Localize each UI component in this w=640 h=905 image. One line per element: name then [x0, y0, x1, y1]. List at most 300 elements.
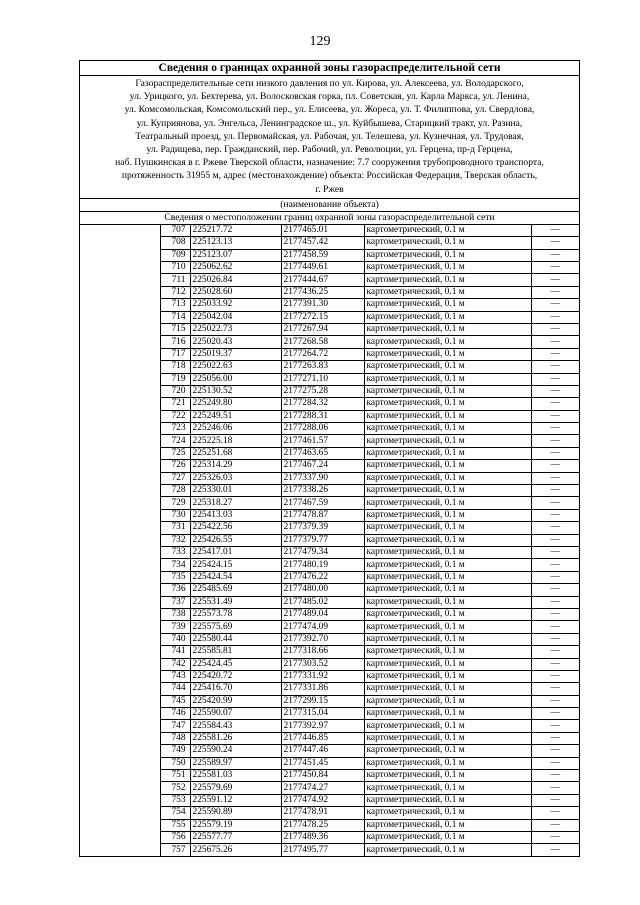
- point-number: 738: [160, 608, 190, 620]
- coord-x: 225123.13: [190, 237, 281, 249]
- coord-x: 225416.70: [190, 683, 281, 695]
- table-row: [80, 522, 579, 534]
- coord-x: 225485.69: [190, 584, 281, 596]
- table-row: [80, 348, 579, 360]
- row-margin: [80, 534, 160, 546]
- point-number: 755: [160, 819, 190, 831]
- table-row: [80, 299, 579, 311]
- point-number: 756: [160, 831, 190, 843]
- table-row: [80, 509, 579, 521]
- point-number: 746: [160, 708, 190, 720]
- point-number: 751: [160, 770, 190, 782]
- coord-y: 2177485.02: [281, 596, 364, 608]
- coord-x: 225420.99: [190, 695, 281, 707]
- row-margin: [80, 546, 160, 558]
- coord-x: 225033.92: [190, 299, 281, 311]
- method: картометрический, 0.1 м: [364, 534, 531, 546]
- coord-x: 225062.62: [190, 262, 281, 274]
- method: картометрический, 0.1 м: [364, 485, 531, 497]
- coord-y: 2177451.45: [281, 757, 364, 769]
- dash: —: [531, 262, 579, 274]
- table-row: [80, 831, 579, 843]
- point-number: 713: [160, 299, 190, 311]
- coord-y: 2177267.94: [281, 323, 364, 335]
- method: картометрический, 0.1 м: [364, 460, 531, 472]
- row-margin: [80, 633, 160, 645]
- dash: —: [531, 249, 579, 261]
- coord-x: 225249.51: [190, 410, 281, 422]
- table-row: [80, 621, 579, 633]
- coord-x: 225584.43: [190, 720, 281, 732]
- dash: —: [531, 819, 579, 831]
- table-row: [80, 249, 579, 261]
- point-number: 717: [160, 348, 190, 360]
- row-margin: [80, 646, 160, 658]
- method: картометрический, 0.1 м: [364, 559, 531, 571]
- coord-x: 225251.68: [190, 447, 281, 459]
- method: картометрический, 0.1 м: [364, 522, 531, 534]
- coord-y: 2177476.22: [281, 571, 364, 583]
- method: картометрический, 0.1 м: [364, 708, 531, 720]
- point-number: 708: [160, 237, 190, 249]
- coord-x: 225579.19: [190, 819, 281, 831]
- row-margin: [80, 782, 160, 794]
- point-number: 742: [160, 658, 190, 670]
- dash: —: [531, 683, 579, 695]
- table-row: [80, 596, 579, 608]
- row-margin: [80, 807, 160, 819]
- method: картометрический, 0.1 м: [364, 844, 531, 856]
- row-margin: [80, 262, 160, 274]
- dash: —: [531, 410, 579, 422]
- dash: —: [531, 460, 579, 472]
- dash: —: [531, 311, 579, 323]
- method: картометрический, 0.1 м: [364, 249, 531, 261]
- coord-y: 2177458.59: [281, 249, 364, 261]
- method: картометрический, 0.1 м: [364, 509, 531, 521]
- table-row: [80, 757, 579, 769]
- method: картометрический, 0.1 м: [364, 584, 531, 596]
- coord-x: 225589.97: [190, 757, 281, 769]
- description-line: наб. Пушкинская в г. Ржеве Тверской области, назначение: 7.7 сооружения трубопроводного транспорта,: [115, 157, 544, 169]
- point-number: 749: [160, 745, 190, 757]
- table-row: [80, 608, 579, 620]
- method: картометрический, 0.1 м: [364, 311, 531, 323]
- table-row: [80, 844, 579, 856]
- dash: —: [531, 770, 579, 782]
- coord-x: 225579.69: [190, 782, 281, 794]
- table-row: [80, 770, 579, 782]
- method: картометрический, 0.1 м: [364, 794, 531, 806]
- point-number: 731: [160, 522, 190, 534]
- method: картометрический, 0.1 м: [364, 670, 531, 682]
- point-number: 748: [160, 732, 190, 744]
- coord-y: 2177263.83: [281, 361, 364, 373]
- table-row: [80, 546, 579, 558]
- dash: —: [531, 274, 579, 286]
- dash: —: [531, 385, 579, 397]
- coord-x: 225581.26: [190, 732, 281, 744]
- coord-y: 2177479.34: [281, 546, 364, 558]
- description-line: ул. Комсомольская, Комсомольский пер., ул. Елисеева, ул. Жореса, ул. Т. Филиппова, ул. Свердлова,: [124, 104, 535, 116]
- point-number: 720: [160, 385, 190, 397]
- table-row: [80, 819, 579, 831]
- coord-y: 2177467.24: [281, 460, 364, 472]
- coord-x: 225020.43: [190, 336, 281, 348]
- coord-x: 225026.84: [190, 274, 281, 286]
- row-margin: [80, 770, 160, 782]
- dash: —: [531, 435, 579, 447]
- row-margin: [80, 336, 160, 348]
- row-margin: [80, 274, 160, 286]
- coord-x: 225581.03: [190, 770, 281, 782]
- method: картометрический, 0.1 м: [364, 831, 531, 843]
- coord-x: 225123.07: [190, 249, 281, 261]
- dash: —: [531, 286, 579, 298]
- coord-y: 2177391.30: [281, 299, 364, 311]
- dash: —: [531, 237, 579, 249]
- coord-y: 2177303.52: [281, 658, 364, 670]
- coord-x: 225042.04: [190, 311, 281, 323]
- method: картометрический, 0.1 м: [364, 447, 531, 459]
- coord-y: 2177489.04: [281, 608, 364, 620]
- description-line: ул. Урицкого, ул. Бехтерева, ул. Волосковская горка, пл. Советская, ул. Карла Маркса, ул. Ленина,: [129, 91, 530, 103]
- point-number: 747: [160, 720, 190, 732]
- dash: —: [531, 546, 579, 558]
- method: картометрический, 0.1 м: [364, 225, 531, 237]
- dash: —: [531, 621, 579, 633]
- row-margin: [80, 485, 160, 497]
- point-number: 750: [160, 757, 190, 769]
- row-margin: [80, 695, 160, 707]
- table-row: [80, 410, 579, 422]
- table-row: [80, 695, 579, 707]
- table-row: [80, 720, 579, 732]
- point-number: 728: [160, 485, 190, 497]
- method: картометрический, 0.1 м: [364, 621, 531, 633]
- dash: —: [531, 522, 579, 534]
- coord-y: 2177447.46: [281, 745, 364, 757]
- dash: —: [531, 720, 579, 732]
- point-number: 734: [160, 559, 190, 571]
- method: картометрический, 0.1 м: [364, 745, 531, 757]
- coord-y: 2177450.84: [281, 770, 364, 782]
- row-margin: [80, 410, 160, 422]
- table-row: [80, 633, 579, 645]
- coord-y: 2177449.61: [281, 262, 364, 274]
- point-number: 727: [160, 472, 190, 484]
- table-row: [80, 485, 579, 497]
- table-row: [80, 497, 579, 509]
- row-margin: [80, 608, 160, 620]
- row-margin: [80, 670, 160, 682]
- coord-y: 2177489.36: [281, 831, 364, 843]
- document-frame: [79, 60, 580, 857]
- row-margin: [80, 745, 160, 757]
- point-number: 719: [160, 373, 190, 385]
- method: картометрический, 0.1 м: [364, 720, 531, 732]
- dash: —: [531, 757, 579, 769]
- coord-x: 225426.55: [190, 534, 281, 546]
- table-row: [80, 571, 579, 583]
- coordinates-table: [80, 225, 579, 856]
- method: картометрический, 0.1 м: [364, 683, 531, 695]
- document-title: Сведения о границах охранной зоны газораспределительной сети: [80, 61, 579, 76]
- coord-y: 2177436.25: [281, 286, 364, 298]
- method: картометрический, 0.1 м: [364, 410, 531, 422]
- row-margin: [80, 844, 160, 856]
- dash: —: [531, 423, 579, 435]
- table-row: [80, 460, 579, 472]
- method: картометрический, 0.1 м: [364, 633, 531, 645]
- row-margin: [80, 361, 160, 373]
- point-number: 715: [160, 323, 190, 335]
- dash: —: [531, 336, 579, 348]
- dash: —: [531, 323, 579, 335]
- point-number: 745: [160, 695, 190, 707]
- row-margin: [80, 311, 160, 323]
- coord-x: 225246.06: [190, 423, 281, 435]
- point-number: 741: [160, 646, 190, 658]
- coord-y: 2177467.59: [281, 497, 364, 509]
- coord-y: 2177461.57: [281, 435, 364, 447]
- point-number: 707: [160, 225, 190, 237]
- dash: —: [531, 299, 579, 311]
- coord-x: 225590.24: [190, 745, 281, 757]
- coord-x: 225130.52: [190, 385, 281, 397]
- coord-y: 2177284.32: [281, 398, 364, 410]
- coord-y: 2177474.92: [281, 794, 364, 806]
- dash: —: [531, 658, 579, 670]
- row-margin: [80, 423, 160, 435]
- method: картометрический, 0.1 м: [364, 348, 531, 360]
- dash: —: [531, 831, 579, 843]
- row-margin: [80, 757, 160, 769]
- coord-y: 2177446.85: [281, 732, 364, 744]
- coord-x: 225217.72: [190, 225, 281, 237]
- table-row: [80, 658, 579, 670]
- row-margin: [80, 497, 160, 509]
- table-row: [80, 683, 579, 695]
- point-number: 711: [160, 274, 190, 286]
- coord-y: 2177288.31: [281, 410, 364, 422]
- coord-x: 225531.49: [190, 596, 281, 608]
- dash: —: [531, 447, 579, 459]
- dash: —: [531, 373, 579, 385]
- coord-x: 225580.44: [190, 633, 281, 645]
- coord-y: 2177268.58: [281, 336, 364, 348]
- dash: —: [531, 745, 579, 757]
- point-number: 725: [160, 447, 190, 459]
- row-margin: [80, 447, 160, 459]
- table-row: [80, 385, 579, 397]
- table-row: [80, 782, 579, 794]
- point-number: 744: [160, 683, 190, 695]
- table-row: [80, 732, 579, 744]
- description-line: протяженность 31955 м, адрес (местонахождение) объекта: Российская Федерация, Тверская область,: [121, 170, 538, 182]
- point-number: 726: [160, 460, 190, 472]
- dash: —: [531, 695, 579, 707]
- point-number: 723: [160, 423, 190, 435]
- method: картометрический, 0.1 м: [364, 472, 531, 484]
- point-number: 712: [160, 286, 190, 298]
- method: картометрический, 0.1 м: [364, 373, 531, 385]
- row-margin: [80, 373, 160, 385]
- method: картометрический, 0.1 м: [364, 571, 531, 583]
- coord-y: 2177480.19: [281, 559, 364, 571]
- coord-y: 2177478.91: [281, 807, 364, 819]
- coord-x: 225249.80: [190, 398, 281, 410]
- method: картометрический, 0.1 м: [364, 299, 531, 311]
- table-row: [80, 398, 579, 410]
- table-row: [80, 559, 579, 571]
- coord-x: 225420.72: [190, 670, 281, 682]
- table-row: [80, 373, 579, 385]
- point-number: 721: [160, 398, 190, 410]
- method: картометрический, 0.1 м: [364, 658, 531, 670]
- dash: —: [531, 782, 579, 794]
- coord-y: 2177379.77: [281, 534, 364, 546]
- coord-y: 2177444.67: [281, 274, 364, 286]
- row-margin: [80, 522, 160, 534]
- coord-y: 2177299.15: [281, 695, 364, 707]
- dash: —: [531, 225, 579, 237]
- point-number: 714: [160, 311, 190, 323]
- coord-y: 2177495.77: [281, 844, 364, 856]
- dash: —: [531, 559, 579, 571]
- coord-x: 225413.03: [190, 509, 281, 521]
- point-number: 724: [160, 435, 190, 447]
- table-row: [80, 534, 579, 546]
- method: картометрический, 0.1 м: [364, 286, 531, 298]
- point-number: 752: [160, 782, 190, 794]
- method: картометрический, 0.1 м: [364, 770, 531, 782]
- table-row: [80, 584, 579, 596]
- coord-y: 2177264.72: [281, 348, 364, 360]
- table-row: [80, 262, 579, 274]
- row-margin: [80, 819, 160, 831]
- dash: —: [531, 534, 579, 546]
- method: картометрический, 0.1 м: [364, 398, 531, 410]
- coord-y: 2177271.10: [281, 373, 364, 385]
- method: картометрический, 0.1 м: [364, 423, 531, 435]
- point-number: 710: [160, 262, 190, 274]
- method: картометрический, 0.1 м: [364, 361, 531, 373]
- row-margin: [80, 559, 160, 571]
- method: картометрический, 0.1 м: [364, 435, 531, 447]
- method: картометрический, 0.1 м: [364, 782, 531, 794]
- description-line: г. Ржев: [315, 183, 344, 195]
- dash: —: [531, 844, 579, 856]
- coord-y: 2177272.15: [281, 311, 364, 323]
- table-row: [80, 361, 579, 373]
- coord-y: 2177379.39: [281, 522, 364, 534]
- point-number: 757: [160, 844, 190, 856]
- row-margin: [80, 435, 160, 447]
- coord-y: 2177288.06: [281, 423, 364, 435]
- dash: —: [531, 485, 579, 497]
- method: картометрический, 0.1 м: [364, 695, 531, 707]
- coord-y: 2177474.27: [281, 782, 364, 794]
- point-number: 737: [160, 596, 190, 608]
- row-margin: [80, 621, 160, 633]
- table-row: [80, 807, 579, 819]
- point-number: 740: [160, 633, 190, 645]
- point-number: 736: [160, 584, 190, 596]
- coord-y: 2177465.01: [281, 225, 364, 237]
- table-row: [80, 670, 579, 682]
- dash: —: [531, 794, 579, 806]
- table-row: [80, 794, 579, 806]
- dash: —: [531, 398, 579, 410]
- method: картометрический, 0.1 м: [364, 546, 531, 558]
- table-row: [80, 435, 579, 447]
- dash: —: [531, 732, 579, 744]
- row-margin: [80, 831, 160, 843]
- coord-x: 225424.54: [190, 571, 281, 583]
- method: картометрический, 0.1 м: [364, 757, 531, 769]
- method: картометрический, 0.1 м: [364, 732, 531, 744]
- row-margin: [80, 683, 160, 695]
- dash: —: [531, 509, 579, 521]
- coord-x: 225591.12: [190, 794, 281, 806]
- row-margin: [80, 584, 160, 596]
- table-row: [80, 472, 579, 484]
- row-margin: [80, 732, 160, 744]
- coord-x: 225675.26: [190, 844, 281, 856]
- coord-y: 2177275.28: [281, 385, 364, 397]
- row-margin: [80, 237, 160, 249]
- method: картометрический, 0.1 м: [364, 237, 531, 249]
- coord-y: 2177478.87: [281, 509, 364, 521]
- method: картометрический, 0.1 м: [364, 596, 531, 608]
- row-margin: [80, 398, 160, 410]
- description-line: Театральный проезд, ул. Первомайская, ул. Рабочая, ул. Телешева, ул. Кузнечная, ул. Трудовая,: [135, 130, 524, 142]
- method: картометрический, 0.1 м: [364, 336, 531, 348]
- point-number: 709: [160, 249, 190, 261]
- method: картометрический, 0.1 м: [364, 497, 531, 509]
- coord-x: 225225.18: [190, 435, 281, 447]
- table-row: [80, 708, 579, 720]
- coord-y: 2177457.42: [281, 237, 364, 249]
- row-margin: [80, 460, 160, 472]
- row-margin: [80, 385, 160, 397]
- row-margin: [80, 286, 160, 298]
- coord-x: 225590.07: [190, 708, 281, 720]
- page-number: 129: [309, 34, 331, 49]
- method: картометрический, 0.1 м: [364, 646, 531, 658]
- coord-x: 225330.01: [190, 485, 281, 497]
- row-margin: [80, 299, 160, 311]
- coord-y: 2177392.70: [281, 633, 364, 645]
- row-margin: [80, 225, 160, 237]
- method: картометрический, 0.1 м: [364, 807, 531, 819]
- coord-x: 225424.15: [190, 559, 281, 571]
- table-row: [80, 646, 579, 658]
- coord-x: 225590.89: [190, 807, 281, 819]
- coord-y: 2177463.65: [281, 447, 364, 459]
- dash: —: [531, 708, 579, 720]
- table-row: [80, 274, 579, 286]
- point-number: 729: [160, 497, 190, 509]
- point-number: 718: [160, 361, 190, 373]
- point-number: 743: [160, 670, 190, 682]
- coord-x: 225022.63: [190, 361, 281, 373]
- row-margin: [80, 658, 160, 670]
- point-number: 730: [160, 509, 190, 521]
- coord-x: 225573.78: [190, 608, 281, 620]
- dash: —: [531, 807, 579, 819]
